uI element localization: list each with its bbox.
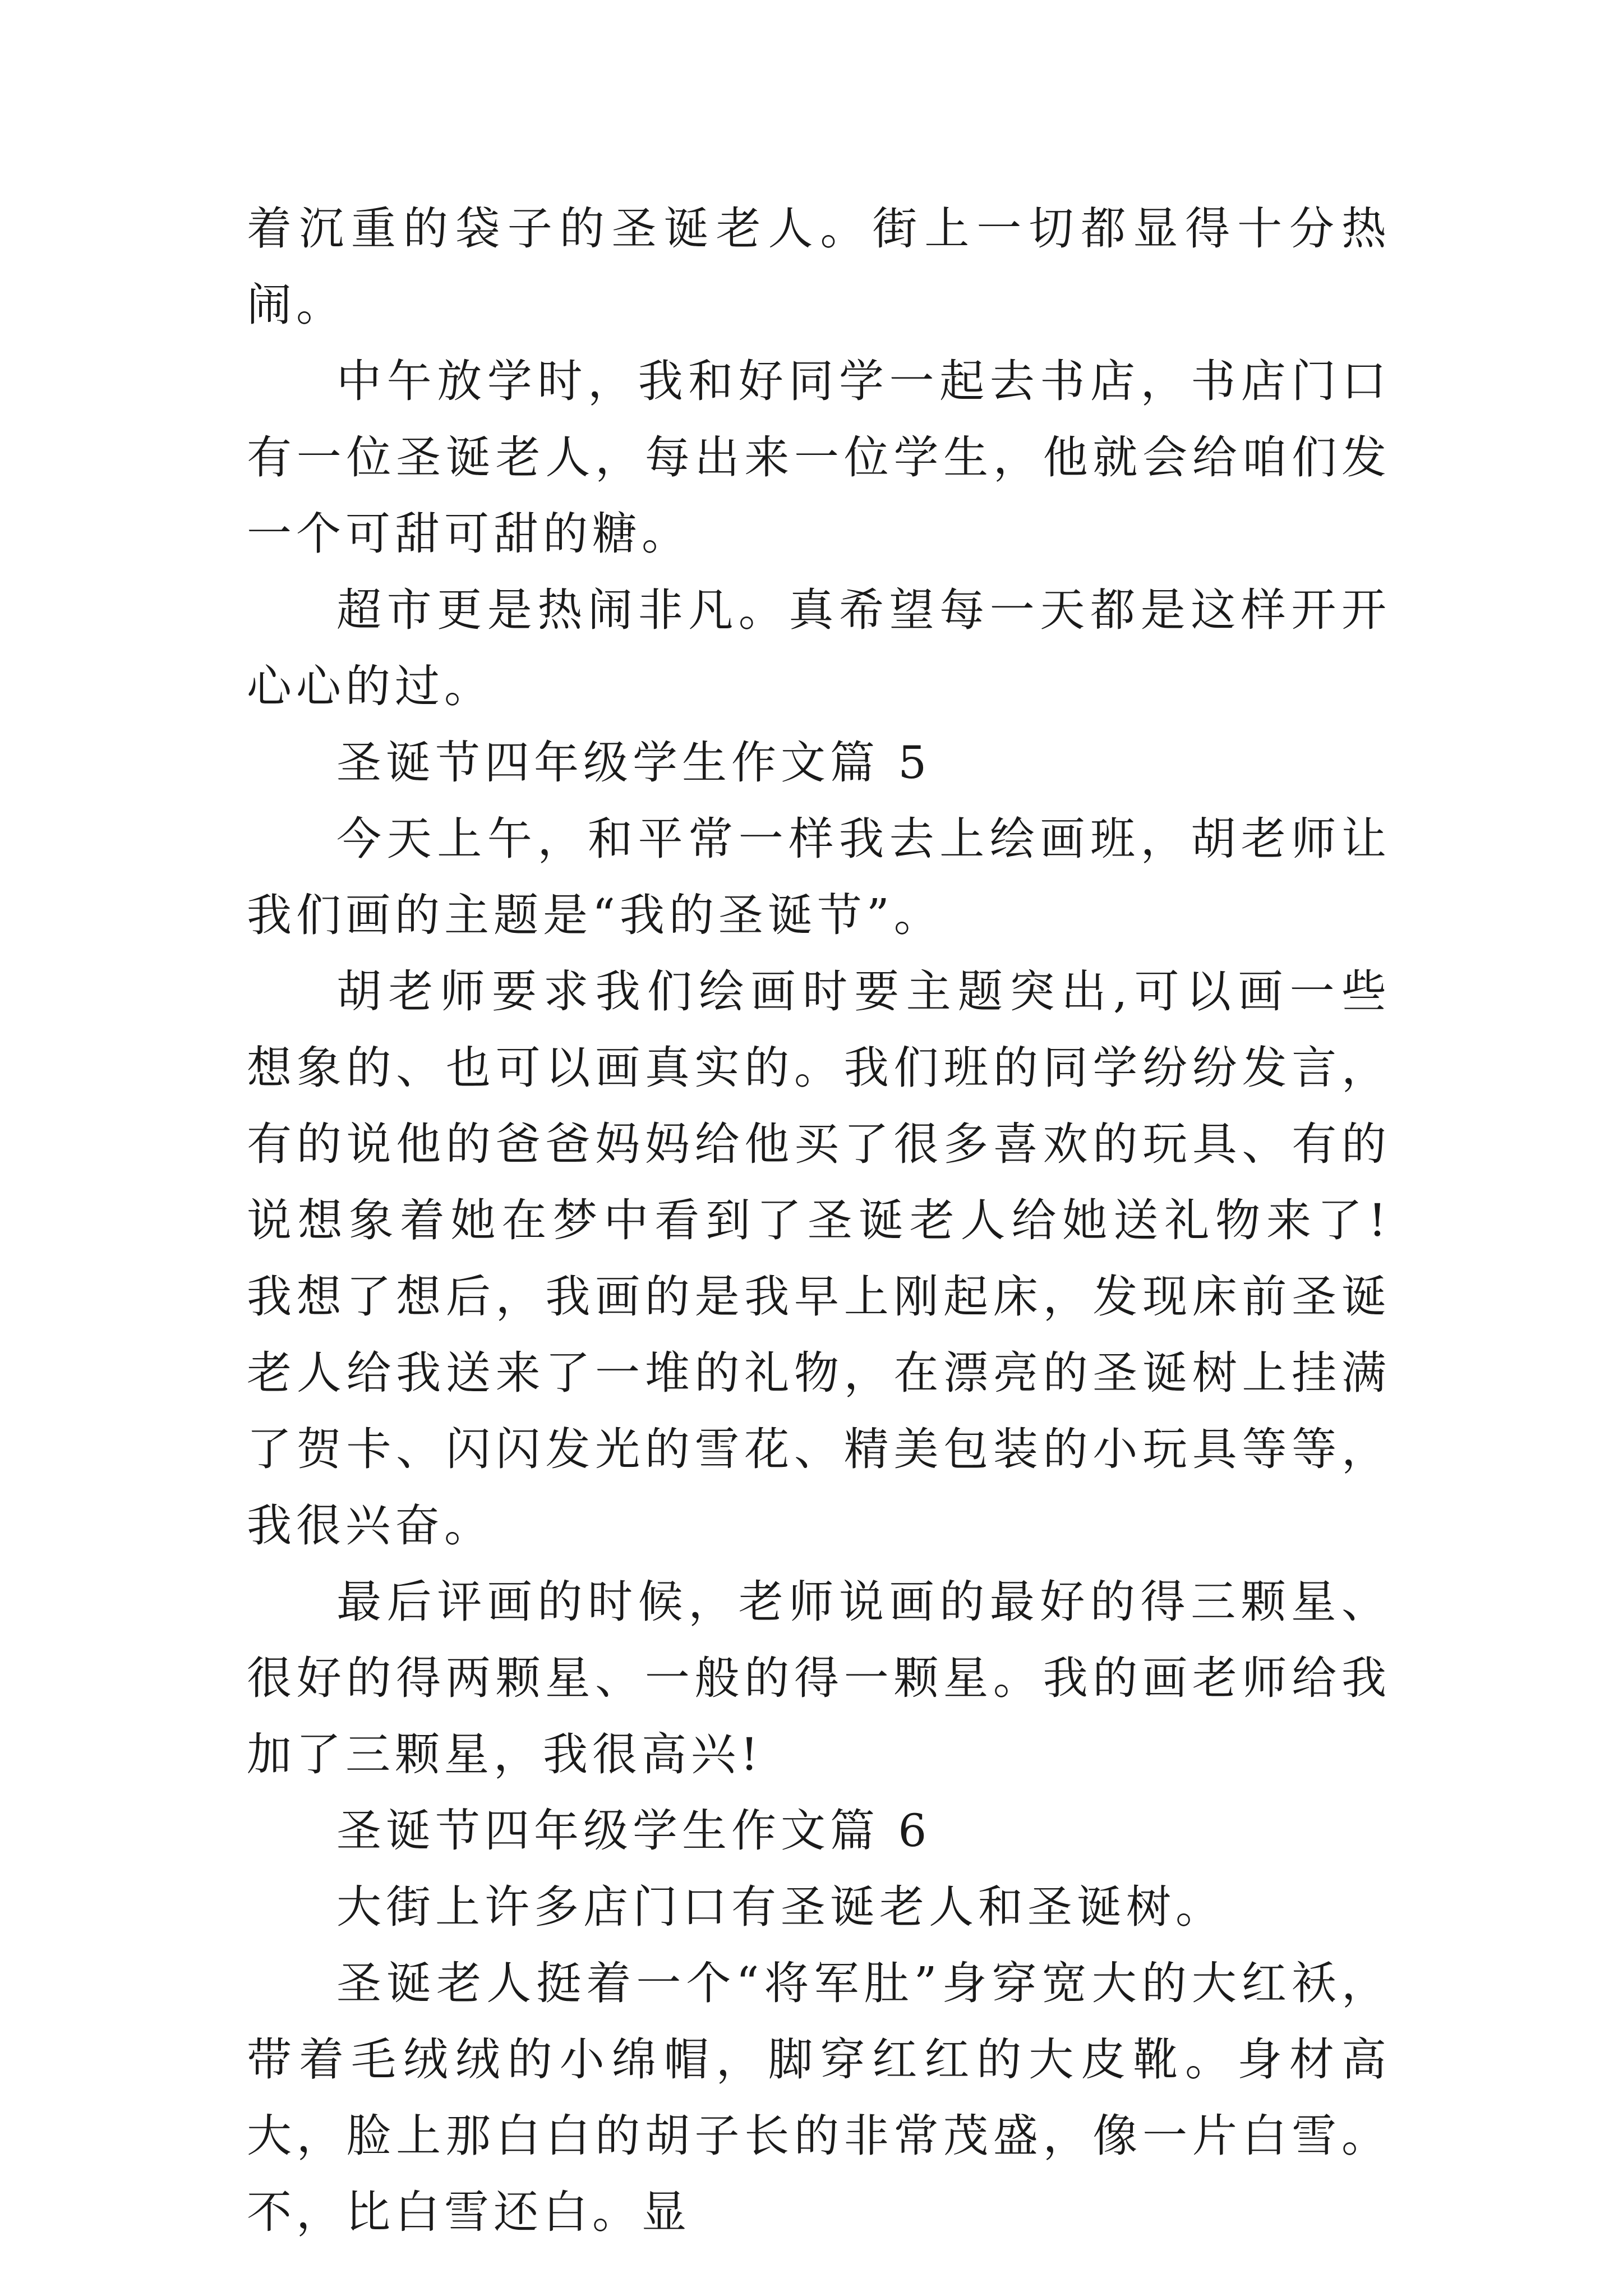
- paragraph: 着沉重的袋子的圣诞老人。街上一切都显得十分热闹。: [247, 203, 1391, 331]
- paragraph: 圣诞老人挺着一个“将军肚”身穿宽大的大红袄，带着毛绒绒的小绵帽，脚穿红红的大皮靴。身材高大，脸上那白白的胡子长的非常茂盛，像一片白雪。不，比白雪还白。显: [247, 1957, 1391, 2238]
- paragraph: 超市更是热闹非凡。真希望每一天都是这样开开心心的过。: [247, 584, 1391, 712]
- article-body: [247, 191, 1391, 2251]
- paragraph: 中午放学时，我和好同学一起去书店，书店门口有一位圣诞老人，每出来一位学生，他就会给咱们发一个可甜可甜的糖。: [247, 355, 1391, 560]
- section-heading: 圣诞节四年级学生作文篇 6: [336, 1805, 932, 1857]
- paragraph: 胡老师要求我们绘画时要主题突出,可以画一些想象的、也可以画真实的。我们班的同学纷纷发言，有的说他的爸爸妈妈给他买了很多喜欢的玩具、有的说想象着她在梦中看到了圣诞老人给她送礼物来了!我想了想后，我画的是我早上刚起床，发现床前圣诞老人给我送来了一堆的礼物，在漂亮的圣诞树上挂满了贺卡、闪闪发光的雪花、精美包装的小玩具等等，我很兴奋。: [247, 965, 1391, 1552]
- section-heading: 圣诞节四年级学生作文篇 5: [336, 737, 932, 789]
- paragraph: 最后评画的时候，老师说画的最好的得三颗星、很好的得两颗星、一般的得一颗星。我的画老师给我加了三颗星，我很高兴!: [247, 1576, 1391, 1780]
- paragraph: 今天上午，和平常一样我去上绘画班，胡老师让我们画的主题是“我的圣诞节”。: [247, 813, 1391, 941]
- paragraph: 大街上许多店门口有圣诞老人和圣诞树。: [336, 1881, 1225, 1933]
